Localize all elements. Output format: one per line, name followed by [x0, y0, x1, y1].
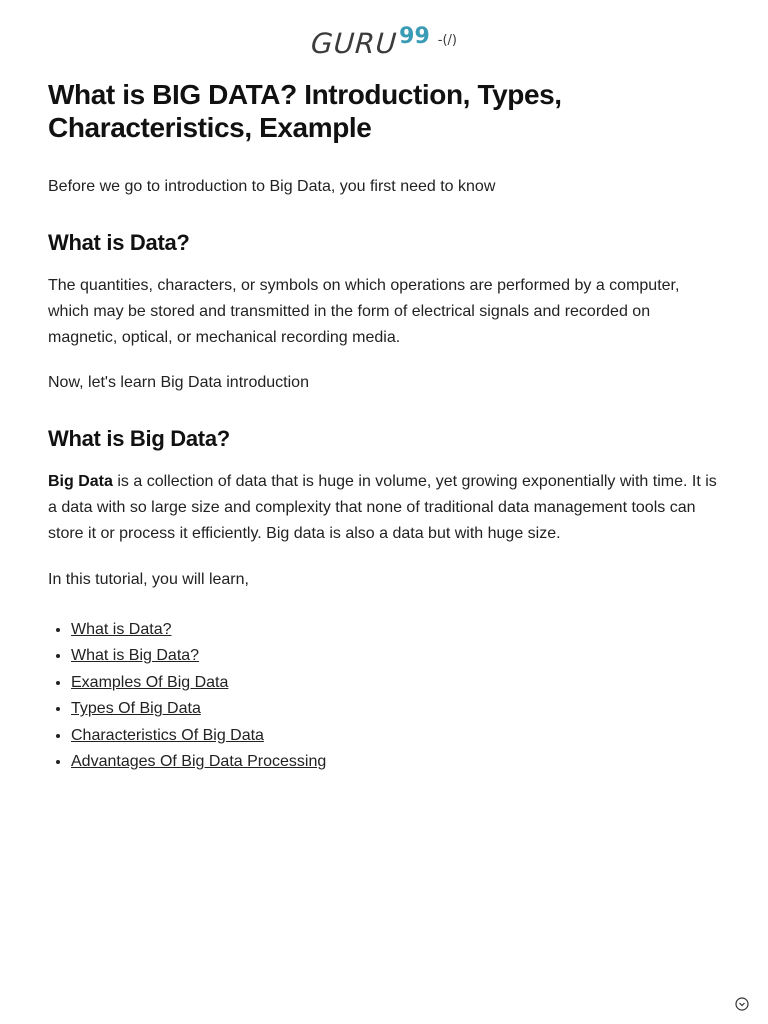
intro-paragraph: Before we go to introduction to Big Data, you first need to know: [48, 178, 496, 195]
logo-word: GURU: [309, 27, 399, 60]
toc-link-characteristics[interactable]: Characteristics Of Big Data: [71, 726, 264, 744]
toc-item: [71, 723, 720, 749]
logo-number: 99: [399, 24, 430, 49]
toc-item: [71, 643, 720, 669]
toc-link-what-is-big-data[interactable]: What is Big Data?: [71, 647, 200, 665]
toc-link-types[interactable]: Types Of Big Data: [71, 700, 201, 718]
article-content: [48, 78, 720, 775]
data-definition-paragraph: The quantities, characters, or symbols on which operations are performed by a computer, which may be stored and transmitted in the form of electrical signals and recorded on magnetic, optical, or mechanical recording media.: [48, 277, 680, 346]
toc-item: [71, 617, 720, 643]
logo-mark: -(/): [437, 33, 457, 48]
page-title: What is BIG DATA? Introduction, Types, Characteristics, Example: [48, 79, 562, 143]
big-data-definition-paragraph: [48, 469, 720, 547]
toc-link-examples[interactable]: Examples Of Big Data: [71, 673, 229, 691]
close-circle-icon[interactable]: [735, 997, 749, 1011]
big-data-definition-text: is a collection of data that is huge in volume, yet growing exponentially with time. It is a data with so large size and complexity that none of traditional data management tools can store it or process it efficiently. Big data is also a data but with huge size.: [48, 473, 717, 542]
toc-link-advantages[interactable]: Advantages Of Big Data Processing: [71, 753, 327, 771]
heading-what-is-big-data: What is Big Data?: [48, 426, 230, 451]
toc-link-what-is-data[interactable]: What is Data?: [71, 621, 172, 638]
toc-item: [71, 670, 720, 696]
toc-item: [71, 749, 720, 775]
big-data-term: Big Data: [48, 473, 113, 490]
guru99-logo[interactable]: [311, 24, 457, 64]
heading-what-is-data: What is Data?: [48, 230, 190, 255]
toc-item: [71, 696, 720, 722]
site-header: [0, 24, 768, 64]
table-of-contents: [48, 617, 720, 775]
now-paragraph: Now, let's learn Big Data introduction: [48, 374, 309, 391]
learn-intro-paragraph: In this tutorial, you will learn,: [48, 571, 249, 588]
